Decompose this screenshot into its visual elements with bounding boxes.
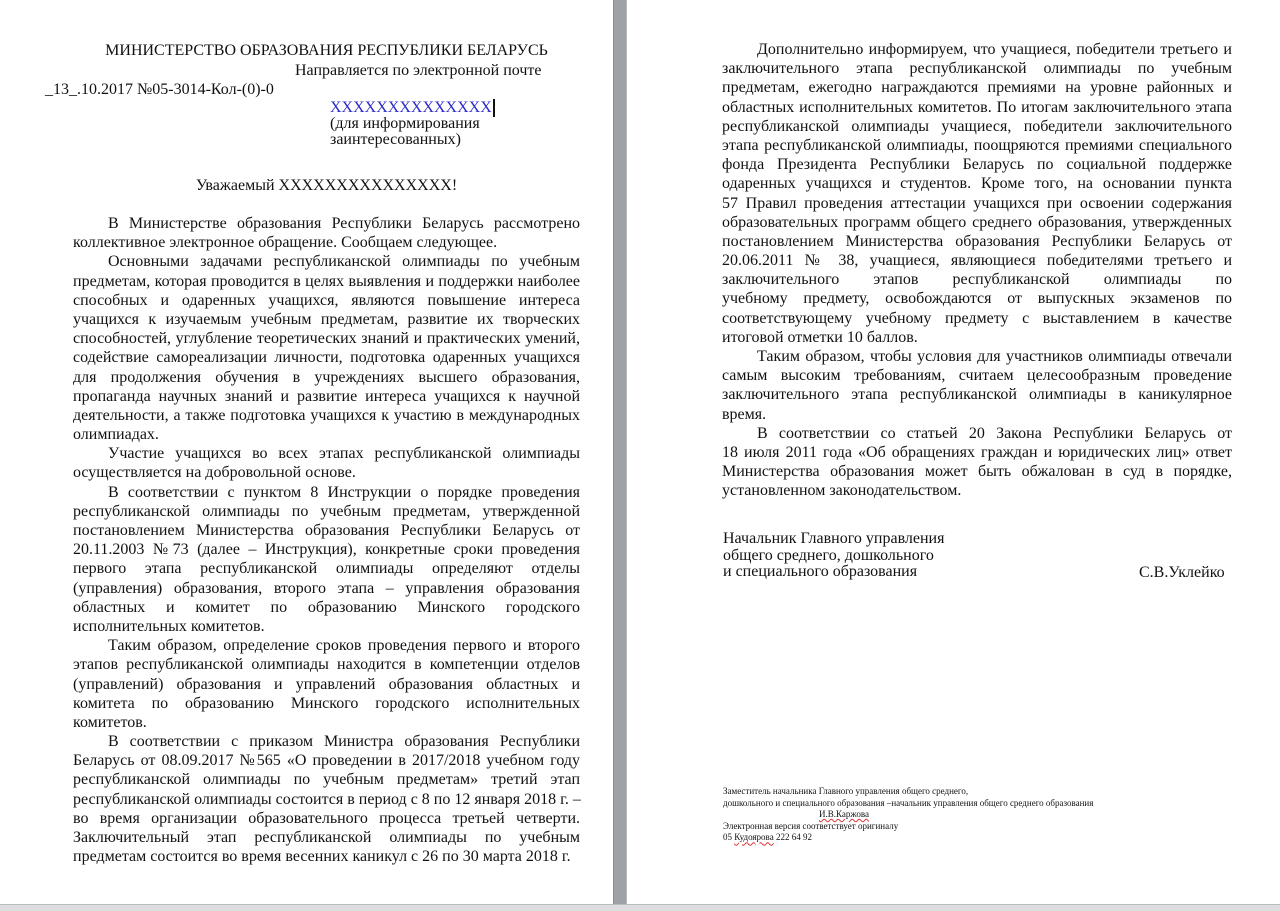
letter-body-left: [73, 214, 580, 866]
text-line: предметам, ежегодно награждаются премиями на уровне районных и: [722, 79, 1232, 97]
text-line: коллективное электронное обращение. Сообщаем следующее.: [73, 234, 498, 252]
text-line: 18 июля 2011 года «Об обращениях граждан и юридических лиц» ответ: [722, 443, 1232, 461]
text-line: Беларусь от 08.09.2017 №565 «О проведении в 2017/2018 учебном году: [73, 752, 580, 770]
text-line: олимпиадах.: [73, 426, 159, 444]
executor-block: [723, 786, 1093, 844]
letter-body-right: [722, 40, 1232, 501]
executor-contact: 05 Кудоярова 222 64 92: [723, 832, 812, 843]
text-line: (управления) образования, второго этапа – управления образования: [73, 579, 580, 597]
text-line: для продолжения обучения в учреждениях высшего образования,: [73, 368, 580, 386]
text-line: комитета по образованию Минского городского исполнительных: [73, 694, 580, 712]
text-line: соответствующему учебному предмету с выставлением в качестве: [722, 309, 1232, 327]
text-line: Таким образом, определение сроков проведения первого и второго: [108, 637, 580, 655]
text-line: Дополнительно информируем, что учащиеся, победители третьего и: [757, 41, 1232, 58]
text-line: республиканской олимпиады по учебным предметам» третий этап: [73, 771, 580, 789]
text-line: республиканской олимпиады состоится в период с 8 по 12 января 2018 г. –: [73, 790, 581, 808]
text-line: содействие самореализации личности, подготовка одаренных учащихся: [73, 349, 580, 367]
text-line: этапов республиканской олимпиады находится в компетенции отделов: [73, 656, 580, 674]
signature-block: [723, 531, 944, 581]
text-line: учащихся к изучаемым учебным предметам, развитие их творческих: [73, 310, 580, 328]
text-line: установленном законодательством.: [722, 482, 962, 500]
text-line: Министерства образования может быть обжалован в суд в порядке,: [722, 463, 1232, 481]
text-line: способностей, углубление теоретических знаний и практических умений,: [73, 330, 580, 348]
text-line: Таким образом, чтобы условия для участников олимпиады отвечали: [757, 348, 1232, 365]
signature-title-2: общего среднего, дошкольного: [723, 546, 934, 564]
paragraph: [73, 732, 580, 866]
text-line: деятельности, а также подготовка учащихся к участию в международных: [73, 406, 580, 424]
executor-signer: И.В.Каржова: [819, 809, 870, 820]
text-line: 20.06.2011 № 38, учащиеся, являющиеся победителями третьего и: [722, 252, 1232, 270]
text-line: областных исполнительных комитетов. По итогам заключительного этапа: [722, 98, 1232, 116]
text-line: итоговой отметки 10 баллов.: [722, 328, 918, 346]
page-separator: [613, 0, 627, 904]
text-line: 20.11.2003 №73 (далее – Инструкция), конкретные сроки проведения: [73, 541, 580, 559]
text-line: этапа республиканской олимпиады, поощряются премиями специального: [722, 136, 1232, 154]
executor-line-2: дошкольного и специального образования –начальник управления общего среднего образования: [723, 797, 1094, 808]
paragraph: [73, 444, 580, 482]
text-line: самым высоким требованиям, считаем целесообразным проведение: [722, 367, 1232, 385]
text-line: В соответствии со статьей 20 Закона Республики Беларусь от: [757, 424, 1232, 442]
text-line: фонда Президента Республики Беларусь по социальной поддержке: [722, 156, 1232, 174]
paragraph: [73, 483, 580, 637]
text-line: В Министерстве образования Республики Беларусь рассмотрено: [108, 215, 580, 232]
recipient-note-line-2: заинтересованных): [330, 131, 461, 148]
text-line: осуществляется на добровольной основе.: [73, 464, 356, 482]
text-line: заключительного этапа республиканской олимпиады по учебным: [722, 60, 1232, 78]
text-line: предметам, которая проводится в целях выявления и поддержки наиболее: [73, 272, 580, 290]
paragraph: [73, 252, 580, 444]
text-line: во время организации образовательного процесса третьей четверти.: [73, 809, 580, 827]
text-line: (управлений) образования и управлений образования областных и: [73, 675, 580, 693]
text-line: учебному предмету, освобождаются от выпускных экзаменов по: [722, 290, 1232, 308]
text-line: комитетов.: [73, 713, 147, 731]
text-line: В соответствии с приказом Министра образования Республики: [108, 733, 580, 751]
paragraph: [73, 636, 580, 732]
text-line: республиканской олимпиады по учебным предметам, утвержденной: [73, 502, 580, 520]
delivery-note: Направляется по электронной почте: [295, 62, 542, 79]
signature-title-3: и специального образования: [723, 563, 918, 580]
executor-line-4: Электронная версия соответствует оригиналу: [723, 820, 899, 831]
recipient-note-line-1: (для информирования: [330, 115, 480, 132]
text-line: Участие учащихся во всех этапах республиканской олимпиады: [108, 445, 580, 463]
text-line: 57 Правил проведения аттестации учащихся при освоении содержания: [722, 194, 1232, 212]
signature-title-1: Начальник Главного управления: [723, 530, 945, 547]
document-page-2: [627, 0, 1280, 904]
text-line: первого этапа республиканской олимпиады определяют отделы: [73, 560, 580, 578]
text-line: пропаганда научных знаний и развитие интереса учащихся к научной: [73, 387, 580, 405]
reference-number: _13_.10.2017 №05-3014-Кол-(0)-0: [45, 81, 274, 98]
text-line: Заключительный этап республиканской олимпиады по учебным: [73, 829, 580, 846]
recipient-name[interactable]: XXXXXXXXXXXXXX: [330, 99, 495, 117]
text-line: Основными задачами республиканской олимпиады по учебным: [108, 253, 580, 271]
paragraph: [722, 424, 1232, 501]
text-line: предметам состоится во время весенних каникул с 26 по 30 марта 2018 г.: [73, 848, 571, 866]
salutation: Уважаемый XXXXXXXXXXXXXXX!: [195, 177, 458, 194]
ministry-heading: МИНИСТЕРСТВО ОБРАЗОВАНИЯ РЕСПУБЛИКИ БЕЛАРУСЬ: [105, 42, 548, 59]
text-line: заключительного этапов республиканской олимпиады по: [722, 271, 1232, 289]
text-line: постановлением Министерства образования Республики Беларусь от: [73, 522, 580, 539]
text-line: исполнительных комитетов.: [73, 617, 265, 635]
text-line: В соответствии с пунктом 8 Инструкции о порядке проведения: [108, 483, 580, 501]
signature-name: С.В.Уклейко: [1139, 564, 1225, 581]
text-line: одаренных учащихся и студентов. Кроме того, на основании пункта: [722, 175, 1232, 193]
executor-line-1: Заместитель начальника Главного управления общего среднего,: [723, 786, 969, 796]
paragraph: [722, 347, 1232, 424]
paragraph: [722, 40, 1232, 347]
text-line: постановлением Министерства образования Республики Беларусь от: [722, 232, 1232, 250]
text-line: способных и одаренных учащихся, являются повышение интереса: [73, 291, 580, 309]
text-line: время.: [722, 405, 767, 423]
paragraph: [73, 214, 580, 252]
document-page-1: [0, 0, 613, 904]
text-line: образовательных программ общего среднего образования, утвержденных: [722, 213, 1232, 231]
text-line: республиканской олимпиады учащиеся, победители заключительного: [722, 117, 1232, 135]
text-line: заключительного этапа республиканской олимпиады в каникулярное: [722, 386, 1232, 404]
text-line: областных и комитет по образованию Минского городского: [73, 598, 580, 616]
